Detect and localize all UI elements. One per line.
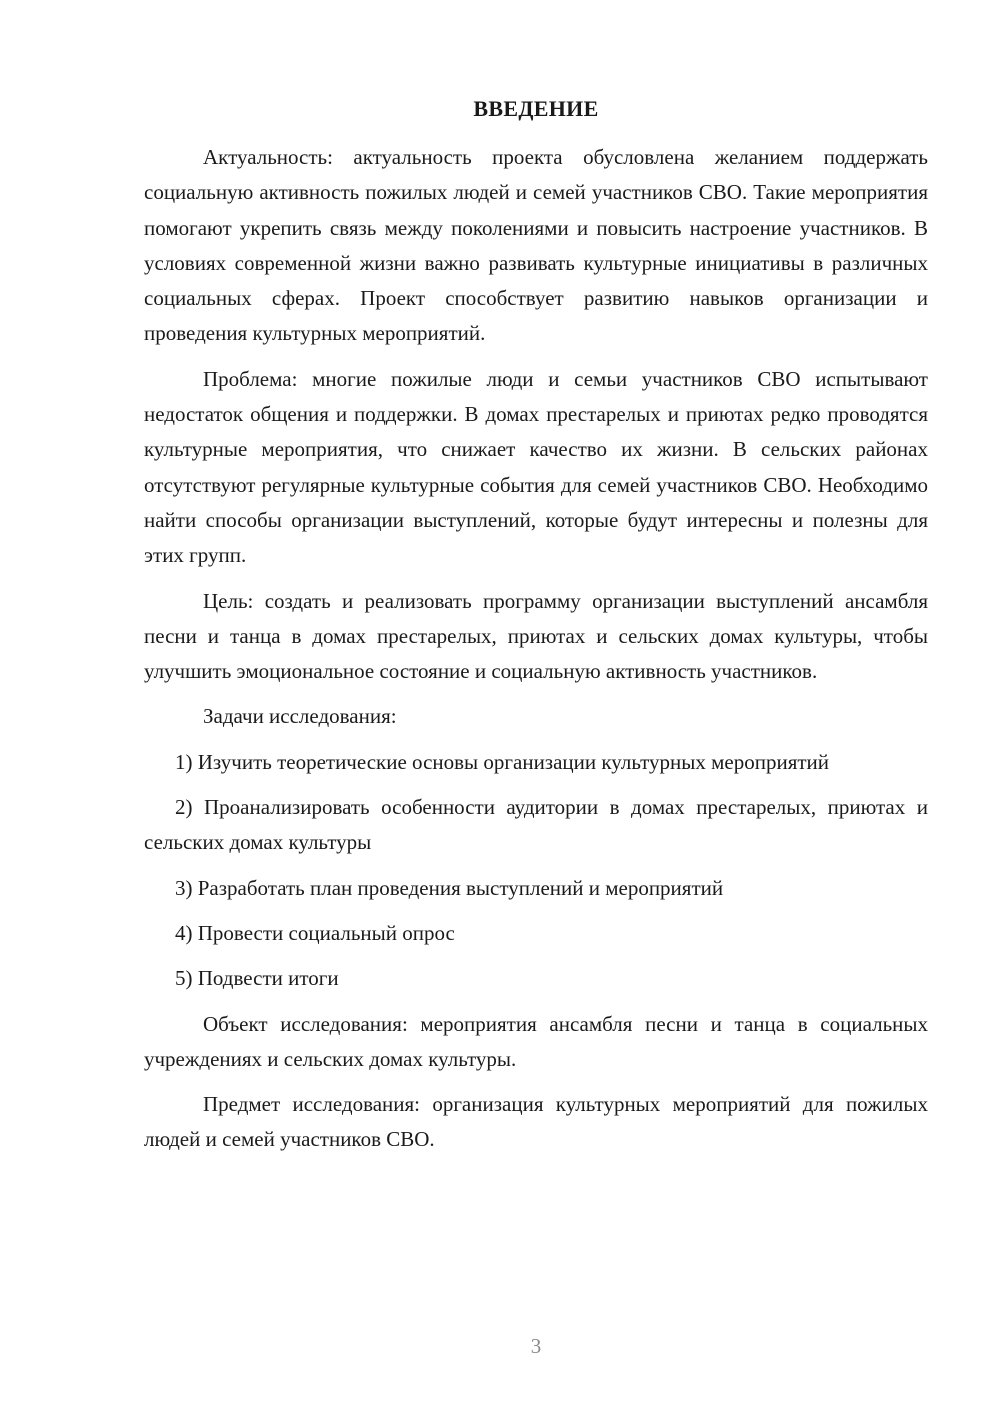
goal-paragraph: Цель: создать и реализовать программу организации выступлений ансамбля песни и танца в домах престарелых, приютах и сельских домах культуры, чтобы улучшить эмоциональное состояние и социальную активность участников.	[144, 588, 928, 684]
tasks-heading: Задачи исследования:	[203, 704, 397, 729]
object-paragraph: Объект исследования: мероприятия ансамбля песни и танца в социальных учреждениях и сельских домах культуры.	[144, 1011, 928, 1071]
task-item: 3) Разработать план проведения выступлений и мероприятий	[175, 875, 724, 900]
page-number: 3	[530, 1334, 542, 1358]
relevance-paragraph: Актуальность: актуальность проекта обусловлена желанием поддержать социальную активность пожилых людей и семей участников СВО. Такие мероприятия помогают укрепить связь между поколениями и повысить настроение участников. В условиях современной жизни важно развивать культурные инициативы в различных социальных сферах. Проект способствует развитию навыков организации и проведения культурных мероприятий.	[144, 145, 928, 346]
section-title: ВВЕДЕНИЕ	[473, 96, 599, 121]
task-item: 5) Подвести итоги	[175, 966, 339, 991]
task-item: 2) Проанализировать особенности аудитории в домах престарелых, приютах и сельских домах культуры	[144, 795, 928, 855]
task-item: 1) Изучить теоретические основы организации культурных мероприятий	[175, 749, 830, 774]
subject-paragraph: Предмет исследования: организация культурных мероприятий для пожилых людей и семей участников СВО.	[144, 1092, 928, 1152]
task-item: 4) Провести социальный опрос	[175, 920, 455, 945]
document-page	[144, 92, 928, 1168]
problem-paragraph: Проблема: многие пожилые люди и семьи участников СВО испытывают недостаток общения и поддержки. В домах престарелых и приютах редко проводятся культурные мероприятия, что снижает качество их жизни. В сельских районах отсутствуют регулярные культурные события для семей участников СВО. Необходимо найти способы организации выступлений, которые будут интересны и полезны для этих групп.	[144, 366, 928, 568]
